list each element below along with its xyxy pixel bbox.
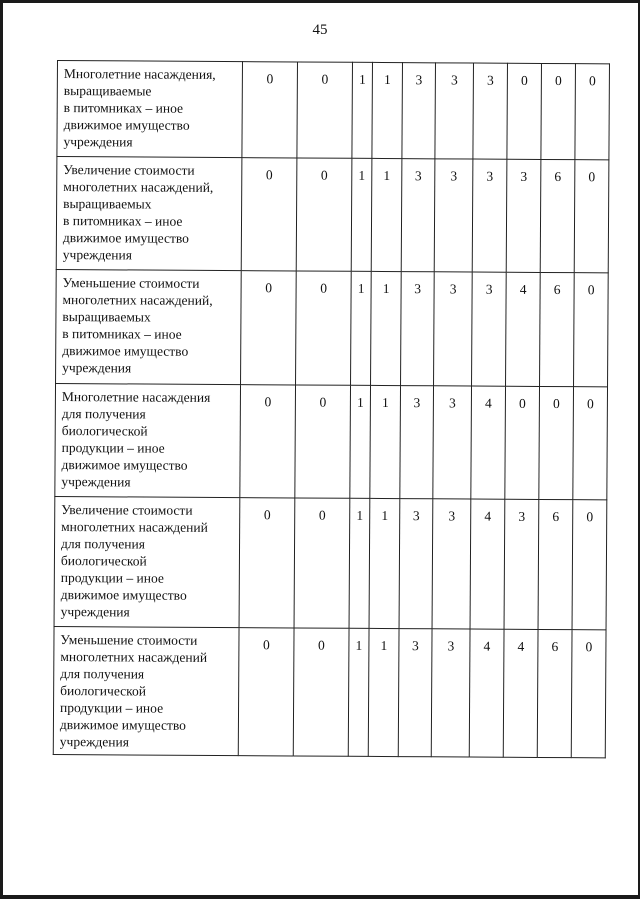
code-digit-cell: 1 (368, 628, 399, 756)
code-digit-cell: 0 (539, 386, 574, 499)
code-digit-cell: 0 (541, 63, 576, 159)
code-digit-cell: 4 (470, 499, 505, 629)
row-label-line: учреждения (63, 134, 133, 150)
code-digit-cell: 6 (537, 629, 572, 757)
row-label-cell (56, 269, 242, 384)
row-label-line: многолетних насаждений (61, 519, 208, 535)
row-label-line: учреждения (61, 474, 131, 490)
code-digit-cell: 0 (241, 271, 297, 385)
code-digit-cell: 4 (469, 629, 504, 757)
row-label-line: для получения (61, 536, 146, 552)
row-label-line: продукции – иное (61, 440, 165, 456)
row-label-line: Уменьшение стоимости (60, 632, 198, 648)
code-digit-cell: 3 (435, 63, 474, 159)
code-digit-cell: 1 (351, 271, 372, 385)
table-row (55, 383, 608, 499)
scan-border-bottom (0, 895, 640, 899)
row-label-line: учреждения (59, 734, 130, 750)
code-digit-cell: 1 (370, 385, 401, 498)
row-label-line: биологической (60, 553, 147, 569)
code-digit-cell: 3 (472, 272, 507, 386)
code-digit-cell: 0 (239, 498, 295, 628)
code-digit-cell: 0 (295, 385, 351, 498)
row-label-line: учреждения (62, 247, 132, 263)
code-digit-cell: 1 (350, 385, 371, 498)
code-digit-cell: 1 (351, 158, 372, 271)
row-label-line: выращиваемых (62, 309, 151, 325)
row-label-line: продукции – иное (59, 700, 164, 716)
code-digit-cell: 3 (432, 499, 471, 629)
code-digit-cell: 0 (238, 628, 294, 756)
row-label-line: в питомниках – иное (62, 326, 182, 342)
scan-border-top (0, 0, 640, 3)
code-digit-cell: 0 (505, 386, 540, 499)
row-label-line: в питомниках – иное (62, 213, 183, 229)
code-digit-cell: 1 (352, 62, 373, 158)
row-label-line: движимое имущество (63, 117, 190, 133)
row-label-cell (57, 61, 243, 158)
table-row (56, 157, 609, 273)
code-digit-cell: 6 (538, 499, 573, 629)
code-digit-cell: 3 (401, 159, 435, 272)
code-digit-cell: 3 (473, 63, 508, 159)
code-digit-cell: 6 (540, 272, 575, 386)
code-digit-cell: 0 (240, 385, 296, 498)
code-digit-cell: 0 (571, 630, 606, 758)
code-digit-cell: 0 (575, 64, 610, 160)
row-label-line: Увеличение стоимости (61, 502, 193, 518)
row-label-line: учреждения (60, 604, 130, 620)
code-digit-cell: 0 (241, 158, 297, 271)
row-label-line: продукции – иное (60, 570, 164, 586)
code-digit-cell: 0 (572, 500, 607, 630)
code-digit-cell: 0 (507, 63, 542, 159)
code-digit-cell: 0 (242, 62, 298, 158)
row-label-line: движимое имущество (61, 457, 188, 473)
row-label-line: для получения (60, 666, 145, 682)
code-digit-cell: 6 (540, 159, 575, 272)
code-digit-cell: 3 (504, 499, 539, 629)
row-label-line: биологической (61, 423, 148, 439)
row-label-line: Многолетние насаждения, (63, 66, 216, 82)
code-digit-cell: 0 (573, 387, 608, 500)
code-digit-cell: 0 (297, 62, 353, 158)
code-digit-cell: 1 (371, 271, 402, 385)
row-label-line: для получения (61, 406, 146, 422)
row-label-line: многолетних насаждений, (63, 179, 214, 195)
code-digit-cell: 0 (574, 273, 609, 387)
page-number: 45 (312, 22, 328, 38)
code-digit-cell: 3 (399, 499, 433, 629)
table-body (53, 61, 609, 758)
code-digit-cell: 3 (400, 386, 434, 499)
row-label-line: движимое имущество (62, 343, 189, 359)
row-label-line: движимое имущество (59, 717, 186, 733)
code-digit-cell: 4 (471, 386, 506, 499)
code-digit-cell: 3 (433, 386, 472, 499)
row-label-cell (56, 157, 242, 271)
row-label-cell (55, 383, 241, 497)
code-digit-cell: 3 (434, 272, 473, 386)
table-row (56, 269, 609, 386)
table-row (57, 61, 610, 160)
code-digit-cell: 3 (398, 629, 432, 757)
row-label-line: Многолетние насаждения (61, 389, 211, 405)
code-digit-cell: 0 (294, 498, 350, 628)
row-label-line: движимое имущество (62, 230, 189, 246)
code-digit-cell: 1 (349, 498, 370, 628)
row-label-line: многолетних насаждений (60, 649, 208, 665)
table-row (53, 626, 606, 757)
row-label-line: выращиваемые (63, 83, 152, 99)
row-label-line: биологической (60, 683, 147, 699)
code-digit-cell: 1 (372, 62, 403, 158)
row-label-line: в питомниках – иное (63, 100, 184, 116)
code-digit-cell: 1 (371, 158, 402, 271)
row-label-line: учреждения (62, 360, 132, 376)
code-digit-cell: 0 (574, 160, 609, 273)
code-digit-cell: 1 (348, 628, 369, 756)
code-digit-cell: 0 (293, 628, 349, 756)
accounts-table (53, 60, 610, 758)
code-digit-cell: 4 (503, 629, 538, 757)
row-label-line: Уменьшение стоимости (62, 275, 200, 291)
row-label-line: Увеличение стоимости (63, 162, 195, 178)
scan-border-left (0, 0, 3, 899)
code-digit-cell: 3 (434, 159, 473, 272)
row-label-cell (54, 496, 240, 627)
code-digit-cell: 3 (402, 63, 436, 159)
code-digit-cell: 1 (369, 498, 400, 628)
code-digit-cell: 3 (401, 272, 435, 386)
row-label-cell (53, 626, 239, 755)
code-digit-cell: 4 (506, 272, 541, 386)
row-label-line: многолетних насаждений, (62, 292, 213, 308)
code-digit-cell: 0 (296, 271, 352, 385)
code-digit-cell: 3 (472, 159, 507, 272)
code-digit-cell: 3 (431, 629, 470, 757)
table-row (54, 496, 607, 629)
code-digit-cell: 0 (296, 158, 352, 271)
row-label-line: движимое имущество (60, 587, 187, 603)
row-label-line: выращиваемых (63, 196, 152, 212)
code-digit-cell: 3 (506, 159, 541, 272)
